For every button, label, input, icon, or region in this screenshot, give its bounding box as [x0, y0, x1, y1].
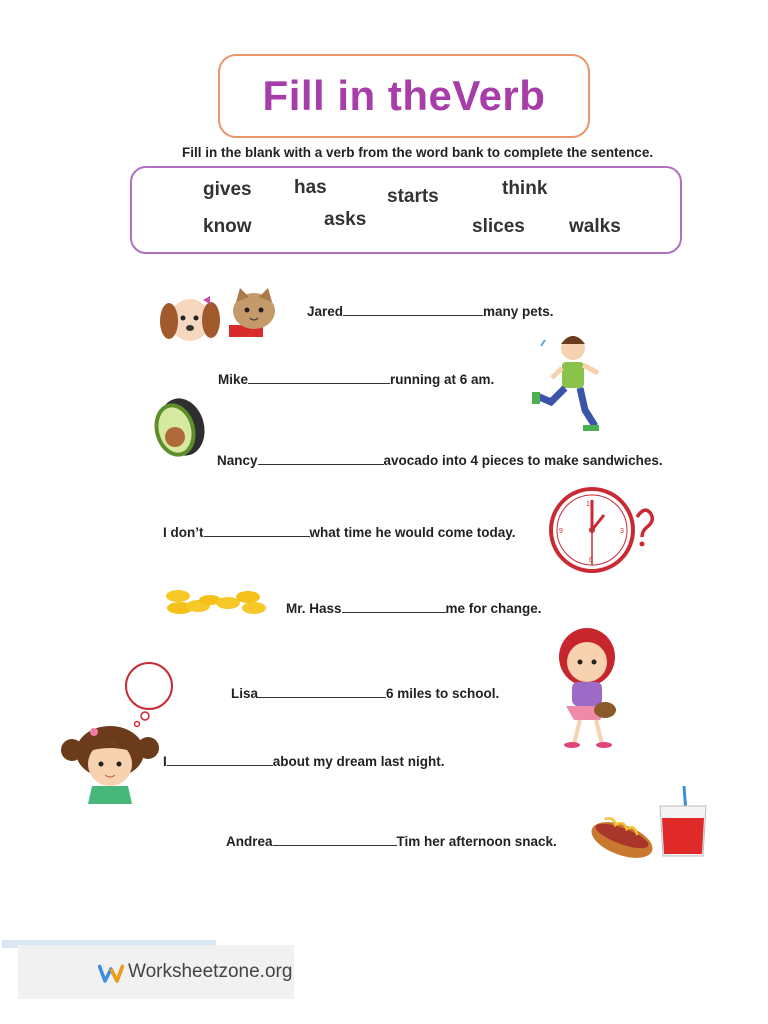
sentence-text: Nancy — [217, 453, 258, 468]
sentence-text: Tim her afternoon snack. — [396, 834, 557, 849]
sentence-text: I — [163, 754, 167, 769]
bank-word: gives — [203, 179, 252, 200]
sentence-text: 6 miles to school. — [386, 686, 500, 701]
sentence-text: Mike — [218, 372, 249, 387]
dog-icon — [160, 296, 220, 341]
thought-bubble-icon — [126, 663, 172, 727]
sentence-text: about my dream last night. — [272, 754, 445, 769]
sentence-text: Andrea — [226, 834, 273, 849]
sentence-text: I don’t — [163, 525, 204, 540]
instructions: Fill in the blank with a verb from the word bank to complete the sentence. — [182, 145, 654, 160]
running-boy-icon — [532, 336, 599, 431]
worksheetzone-logo-icon — [98, 962, 124, 984]
sentence-text: many pets. — [483, 304, 554, 319]
hotdog-icon — [587, 815, 657, 865]
avocado-icon — [149, 393, 211, 461]
svg-text:3: 3 — [620, 528, 624, 535]
clock-icon — [551, 489, 633, 571]
svg-text:9: 9 — [559, 528, 563, 535]
bank-word: walks — [569, 216, 621, 237]
girl-with-bag-icon — [559, 628, 616, 748]
bank-word: think — [502, 178, 548, 199]
svg-text:6: 6 — [589, 557, 593, 564]
bank-word: asks — [324, 209, 367, 230]
juice-glass-icon — [660, 786, 706, 856]
bank-word: starts — [387, 186, 439, 207]
sentence-text: Mr. Hass — [286, 601, 342, 616]
sentence-text: me for change. — [445, 601, 542, 616]
bank-word: slices — [472, 216, 525, 237]
page-title: Fill in theVerb — [262, 72, 546, 119]
coins-icon — [166, 590, 266, 614]
svg-text:12: 12 — [586, 501, 594, 508]
bank-word: know — [203, 216, 252, 237]
thinking-girl-icon — [61, 726, 159, 804]
cat-icon — [229, 288, 275, 337]
sentence-text: what time he would come today. — [309, 525, 516, 540]
sentence-text: Lisa — [231, 686, 259, 701]
sentence-text: avocado into 4 pieces to make sandwiches. — [383, 453, 663, 468]
question-mark-icon — [637, 510, 652, 546]
sentence-text: Jared — [307, 304, 344, 319]
footer-brand[interactable]: Worksheetzone.org — [128, 961, 293, 982]
sentence-text: running at 6 am. — [390, 372, 495, 387]
bank-word: has — [294, 177, 327, 198]
